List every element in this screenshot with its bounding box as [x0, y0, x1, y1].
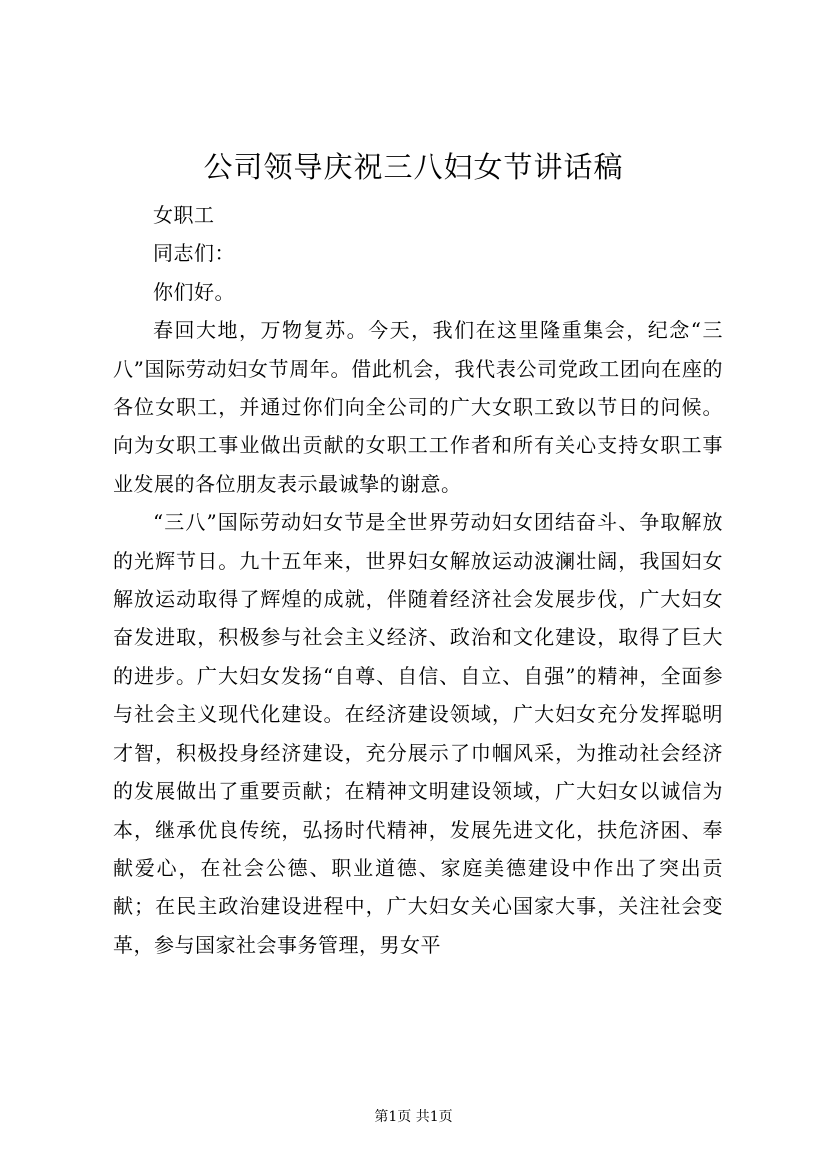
paragraph-salutation-1: 女职工	[153, 203, 215, 227]
paragraph-main: “三八”国际劳动妇女节是全世界劳动妇女团结奋斗、争取解放的光辉节日。九十五年来，世界妇女解放运动波澜壮阔，我国妇女解放运动取得了辉煌的成就，伴随着经济社会发展步伐，广大妇女奋发进取，积极参与社会主义经济、政治和文化建设，取得了巨大的进步。广大妇女发扬“自尊、自信、自立、自强”的精神，全面参与社会主义现代化建设。在经济建设领域，广大妇女充分发挥聪明才智，积极投身经济建设，充分展示了巾帼风采，为推动社会经济的发展做出了重要贡献；在精神文明建设领域，广大妇女以诚信为本，继承优良传统，弘扬时代精神，发展先进文化，扶危济困、奉献爱心，在社会公德、职业道德、家庭美德建设中作出了突出贡献；在民主政治建设进程中，广大妇女关心国家大事，关注社会变革，参与国家社会事务管理，男女平	[113, 510, 723, 957]
paragraph-opening: 春回大地，万物复苏。今天，我们在这里隆重集会，纪念“三八”国际劳动妇女节周年。借此机会，我代表公司党政工团向在座的各位女职工，并通过你们向全公司的广大女职工致以节日的问候。向为女职工事业做出贡献的女职工工作者和所有关心支持女职工事业发展的各位朋友表示最诚挚的谢意。	[113, 318, 723, 496]
document-body	[113, 196, 723, 964]
paragraph-greeting: 你们好。	[153, 279, 235, 304]
document-title: 公司领导庆祝三八妇女节讲话稿	[203, 150, 624, 184]
page-number-footer: 第1页 共1页	[374, 1109, 453, 1125]
paragraph-salutation-2: 同志们：	[153, 241, 235, 266]
